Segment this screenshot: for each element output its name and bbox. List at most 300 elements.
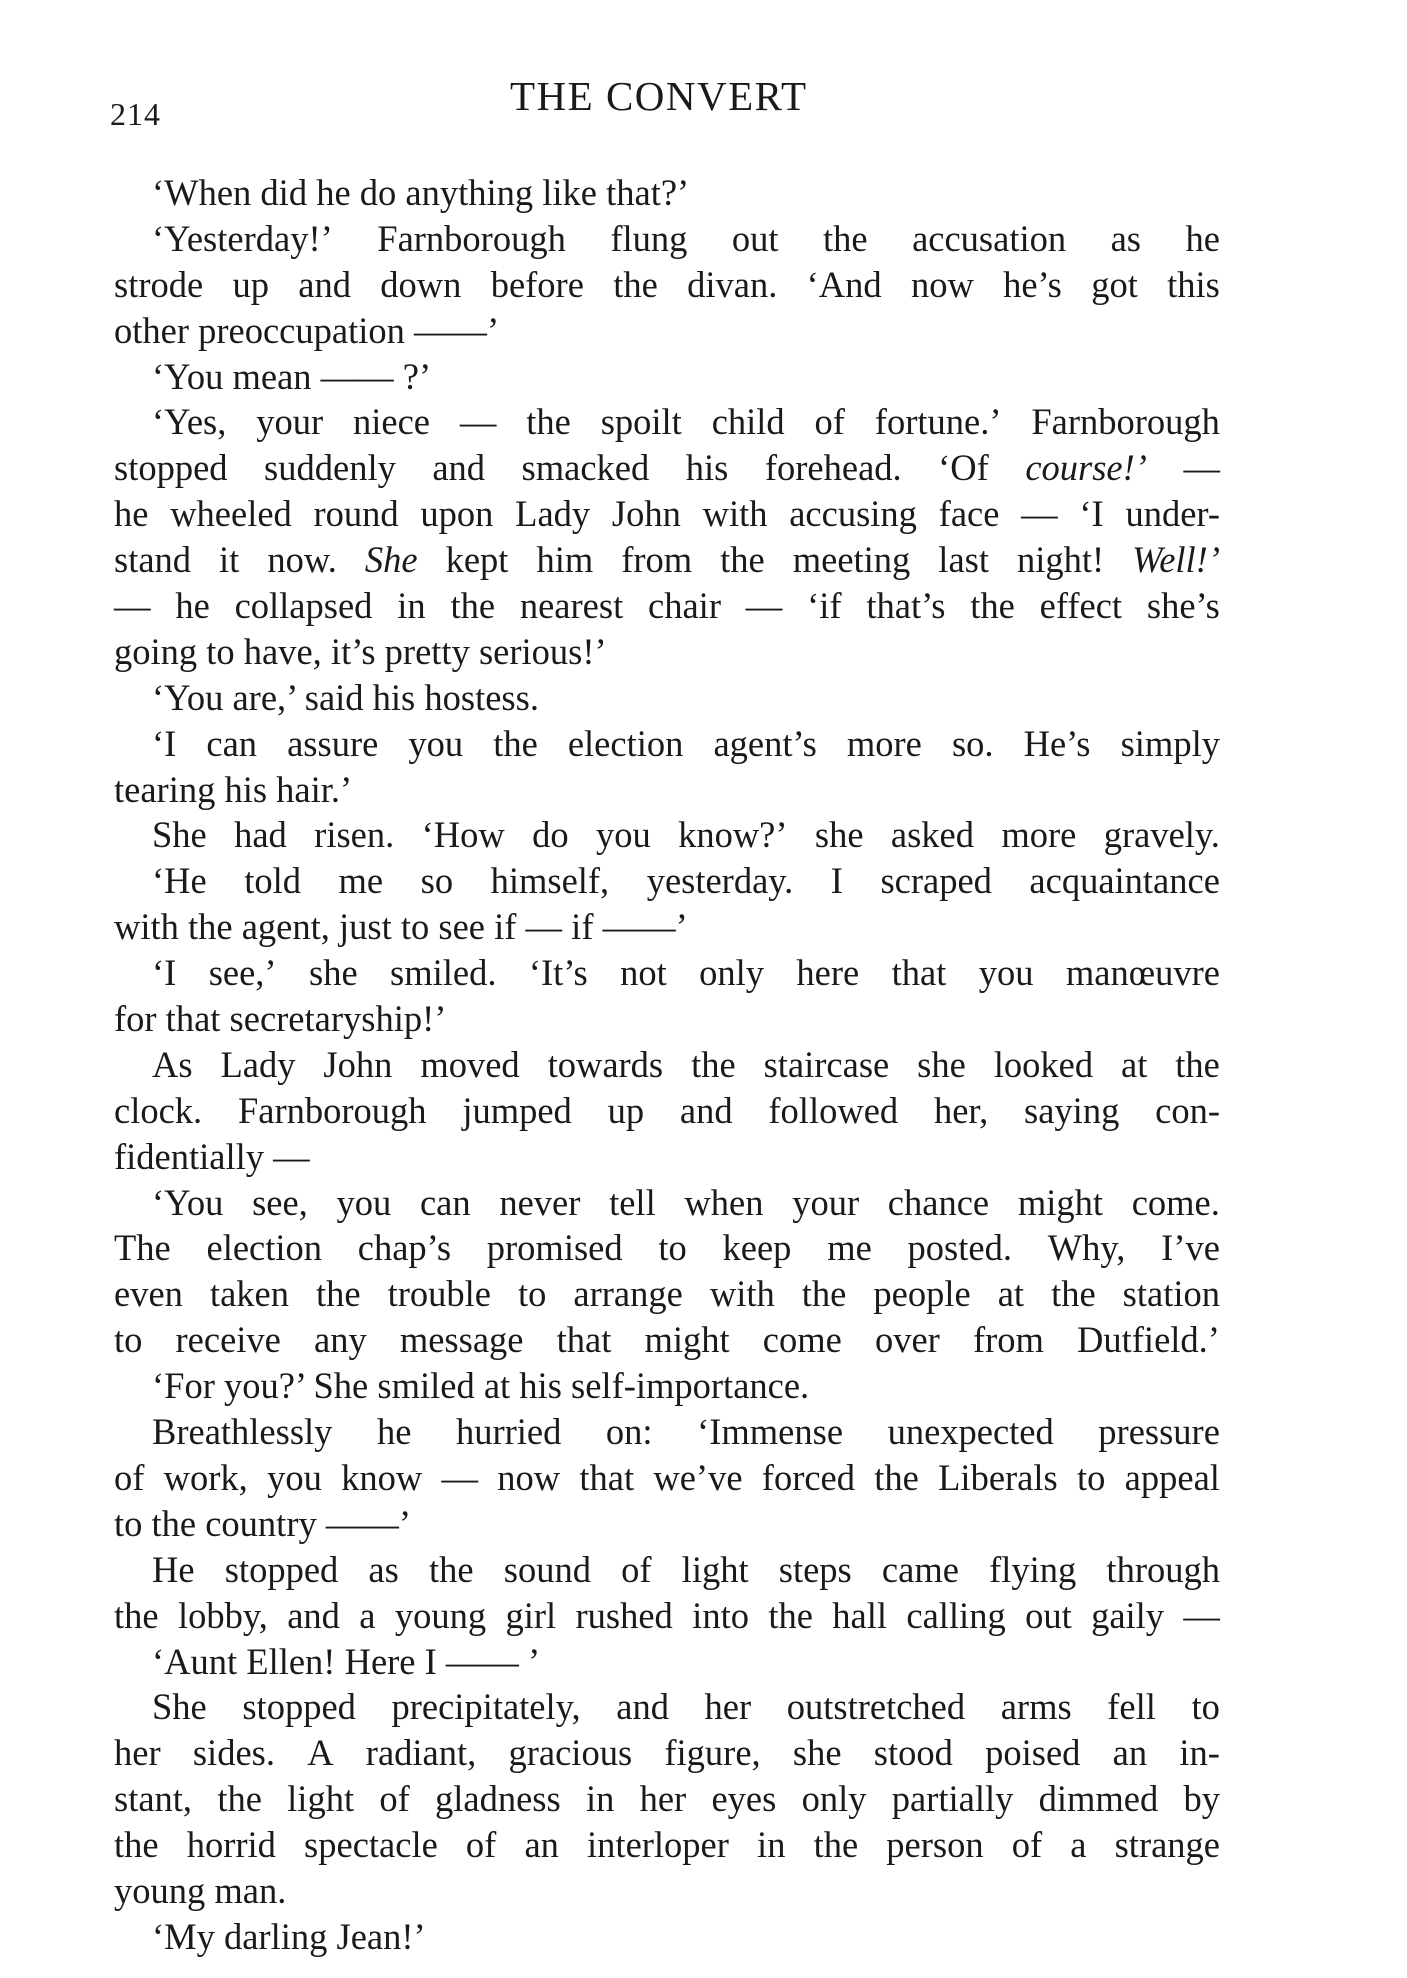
text-line <box>114 1547 1220 1593</box>
word: and <box>298 263 351 305</box>
word: Farnborough <box>237 1089 427 1131</box>
word: on: <box>605 1411 653 1453</box>
text-line <box>114 1822 1220 1868</box>
word: that <box>556 1319 612 1361</box>
word: in <box>757 1824 786 1866</box>
word: chair <box>648 585 721 627</box>
word: he <box>1185 217 1220 259</box>
word: from <box>972 1319 1044 1361</box>
word: smiled. <box>390 952 497 994</box>
word: know?’ <box>678 814 788 856</box>
word: the <box>526 401 571 443</box>
word: unexpected <box>887 1411 1054 1453</box>
word: to <box>114 1319 143 1361</box>
word: Dutfield.’ <box>1077 1319 1220 1361</box>
word: he <box>376 1411 412 1453</box>
word: smacked <box>521 447 650 489</box>
word: as <box>368 1548 399 1590</box>
word: jumped <box>462 1089 572 1131</box>
word: up <box>607 1089 645 1131</box>
word: over <box>874 1319 940 1361</box>
word: sound <box>503 1548 591 1590</box>
word: a <box>1070 1824 1087 1866</box>
word: he <box>175 585 210 627</box>
word: in <box>397 585 426 627</box>
word: forehead. <box>764 447 902 489</box>
word: poised <box>985 1732 1081 1774</box>
text-line: fidentially — <box>114 1135 310 1177</box>
word: arms <box>1000 1686 1072 1728</box>
word: of <box>465 1824 497 1866</box>
text-line: to the country ——’ <box>114 1502 412 1544</box>
word: and <box>679 1089 733 1131</box>
word: in- <box>1179 1732 1220 1774</box>
word: the <box>114 1824 159 1866</box>
word: stant, <box>114 1778 193 1820</box>
word: ‘He <box>152 860 207 902</box>
word: you <box>595 814 651 856</box>
word: ‘You <box>152 1181 224 1223</box>
word: into <box>692 1594 749 1636</box>
word: pressure <box>1098 1411 1220 1453</box>
word: niece <box>353 401 431 443</box>
word: She <box>152 814 207 856</box>
word: radiant, <box>365 1732 477 1774</box>
word: round <box>313 493 399 535</box>
word: message <box>399 1319 524 1361</box>
word: stand <box>114 539 192 581</box>
word: she’s <box>1146 585 1220 627</box>
word: gracious <box>508 1732 633 1774</box>
word: child <box>711 401 785 443</box>
word: agent’s <box>713 722 817 764</box>
word: the <box>1175 1043 1220 1085</box>
text-line <box>114 262 1220 308</box>
word: can <box>206 722 258 764</box>
word: and <box>287 1594 340 1636</box>
word: any <box>314 1319 367 1361</box>
word: A <box>307 1732 334 1774</box>
word: before <box>490 263 584 305</box>
word: girl <box>505 1594 557 1636</box>
word: course!’ <box>1025 447 1147 489</box>
word: in <box>585 1778 615 1820</box>
word: chance <box>887 1181 990 1223</box>
word: Breathlessly <box>152 1411 333 1453</box>
text-line: ‘My darling Jean!’ <box>152 1915 426 1957</box>
word: told <box>244 860 302 902</box>
word: election <box>567 722 684 764</box>
word: meeting <box>792 539 911 581</box>
text-line <box>114 216 1220 262</box>
text-line: ‘When did he do anything like that?’ <box>152 172 690 213</box>
word: not <box>620 952 667 994</box>
word: yesterday. <box>646 860 794 902</box>
word: to <box>1191 1686 1220 1728</box>
word: ‘I <box>1079 493 1104 535</box>
word: appeal <box>1124 1456 1220 1498</box>
word: assure <box>287 722 379 764</box>
word: towards <box>547 1043 664 1085</box>
word: with <box>709 1273 775 1315</box>
word: an <box>1112 1732 1148 1774</box>
text-line: ‘You mean —— ?’ <box>152 355 432 397</box>
text-line: other preoccupation ——’ <box>114 309 500 351</box>
word: even <box>114 1273 183 1315</box>
word: the <box>822 217 868 259</box>
word: see, <box>252 1181 308 1223</box>
word: fell <box>1107 1686 1156 1728</box>
word: from <box>621 539 693 581</box>
word: strange <box>1114 1824 1220 1866</box>
word: tell <box>609 1181 656 1223</box>
word: lobby, <box>177 1594 268 1636</box>
text-line <box>114 1180 1220 1226</box>
word: that’s <box>866 585 946 627</box>
word: under- <box>1125 493 1220 535</box>
word: out <box>731 217 779 259</box>
word: chap’s <box>357 1227 452 1269</box>
word: clock. <box>114 1089 203 1131</box>
word: himself, <box>490 860 610 902</box>
word: stopped <box>224 1548 339 1590</box>
word: She <box>152 1686 207 1728</box>
word: He <box>152 1548 195 1590</box>
word: partially <box>891 1778 1014 1820</box>
text-line <box>114 445 1220 491</box>
word: calling <box>906 1594 1006 1636</box>
word: so. <box>951 722 994 764</box>
word: out <box>1025 1594 1072 1636</box>
word: divan. <box>687 263 778 305</box>
word: promised <box>486 1227 623 1269</box>
word: the <box>450 585 496 627</box>
word: accusing <box>789 493 917 535</box>
word: that <box>579 1456 635 1498</box>
word: that <box>891 952 947 994</box>
word: asked <box>890 814 975 856</box>
word: never <box>499 1181 581 1223</box>
text-line <box>114 721 1220 767</box>
word: an <box>524 1824 559 1866</box>
word: to <box>1077 1456 1106 1498</box>
word: Farnborough <box>377 217 566 259</box>
word: effect <box>1039 585 1123 627</box>
word: sides. <box>192 1732 275 1774</box>
word: light <box>287 1778 355 1820</box>
word: ‘Yes, <box>152 401 227 443</box>
text-line <box>114 583 1220 629</box>
text-line: ‘You are,’ said his hostess. <box>152 676 539 718</box>
word: — <box>1183 447 1220 489</box>
word: so <box>420 860 454 902</box>
word: the <box>691 1043 736 1085</box>
word: — <box>441 1456 478 1498</box>
word: you <box>978 952 1034 994</box>
word: the <box>217 1778 262 1820</box>
text-line <box>114 1455 1220 1501</box>
word: posted. <box>907 1227 1012 1269</box>
word: by <box>1183 1778 1220 1820</box>
page-header <box>110 72 1230 132</box>
word: eyes <box>711 1778 777 1820</box>
word: Well!’ <box>1132 539 1220 581</box>
word: strode <box>114 263 204 305</box>
word: the <box>720 539 765 581</box>
word: He’s <box>1023 722 1091 764</box>
word: gaily <box>1091 1594 1165 1636</box>
word: dimmed <box>1038 1778 1159 1820</box>
word: come <box>762 1319 842 1361</box>
word: of <box>114 1456 145 1498</box>
word: Why, <box>1047 1227 1126 1269</box>
word: Lady <box>515 493 591 535</box>
word: — <box>114 585 151 627</box>
word: ‘And <box>806 263 882 305</box>
word: the <box>768 1594 813 1636</box>
word: of <box>814 401 845 443</box>
word: ‘Yesterday!’ <box>152 217 333 259</box>
word: got <box>1091 263 1138 305</box>
word: ‘How <box>421 814 505 856</box>
word: we’ve <box>653 1456 743 1498</box>
text-line <box>114 858 1220 904</box>
word: might <box>1017 1181 1103 1223</box>
text-line <box>114 537 1220 583</box>
word: she <box>917 1043 966 1085</box>
word: stopped <box>242 1686 356 1728</box>
word: looked <box>993 1043 1094 1085</box>
word: suddenly <box>264 447 396 489</box>
word: stood <box>873 1732 953 1774</box>
word: John <box>611 493 681 535</box>
word: she <box>308 952 358 994</box>
word: scraped <box>880 860 992 902</box>
text-line <box>114 399 1220 445</box>
word: at <box>1121 1043 1148 1085</box>
word: person <box>886 1824 984 1866</box>
word: the <box>428 1548 474 1590</box>
word: rushed <box>575 1594 673 1636</box>
word: he’s <box>1003 263 1062 305</box>
word: the <box>315 1273 361 1315</box>
word: nearest <box>519 585 624 627</box>
word: your <box>792 1181 860 1223</box>
word: followed <box>768 1089 899 1131</box>
word: manœuvre <box>1065 952 1220 994</box>
word: spectacle <box>304 1824 438 1866</box>
word: ‘It’s <box>528 952 588 994</box>
word: the <box>874 1456 919 1498</box>
word: wheeled <box>170 493 292 535</box>
word: his <box>685 447 729 489</box>
body-text <box>114 170 1220 1960</box>
word: her <box>639 1778 687 1820</box>
word: forced <box>761 1456 856 1498</box>
word: staircase <box>763 1043 890 1085</box>
word: Lady <box>220 1043 296 1085</box>
word: fortune.’ <box>874 401 1002 443</box>
word: can <box>419 1181 471 1223</box>
word: precipitately, <box>391 1686 581 1728</box>
word: upon <box>420 493 494 535</box>
text-line: ‘For you?’ She smiled at his self-importance. <box>152 1365 810 1407</box>
word: gladness <box>435 1778 561 1820</box>
word: ‘I <box>152 722 177 764</box>
word: your <box>256 401 324 443</box>
word: flying <box>989 1548 1077 1590</box>
word: spoilt <box>600 401 682 443</box>
word: and <box>432 447 486 489</box>
text-line: with the agent, just to see if — if ——’ <box>114 906 688 948</box>
word: I’ve <box>1161 1227 1220 1269</box>
word: might <box>644 1319 730 1361</box>
text-line: going to have, it’s pretty serious!’ <box>114 630 607 672</box>
word: — <box>1183 1594 1220 1636</box>
word: interloper <box>587 1824 729 1866</box>
word: her <box>704 1686 752 1728</box>
word: She <box>364 539 418 581</box>
word: con- <box>1155 1089 1220 1131</box>
word: simply <box>1120 722 1220 764</box>
word: see,’ <box>208 952 277 994</box>
word: station <box>1122 1273 1220 1315</box>
word: the <box>114 1594 159 1636</box>
word: I <box>830 860 843 902</box>
text-line: ‘Aunt Ellen! Here I —— ’ <box>152 1640 541 1682</box>
word: her <box>114 1732 161 1774</box>
text-line <box>114 1684 1220 1730</box>
word: this <box>1167 263 1220 305</box>
text-line <box>114 812 1220 858</box>
word: flung <box>610 217 688 259</box>
word: know <box>341 1456 423 1498</box>
text-line <box>114 1730 1220 1776</box>
word: you <box>408 722 464 764</box>
word: of <box>621 1548 652 1590</box>
word: came <box>881 1548 959 1590</box>
word: night! <box>1016 539 1105 581</box>
word: last <box>938 539 989 581</box>
word: he <box>114 493 149 535</box>
word: outstretched <box>786 1686 966 1728</box>
word: ‘I <box>152 952 177 994</box>
word: more <box>846 722 922 764</box>
word: do <box>532 814 569 856</box>
text-line <box>114 1776 1220 1822</box>
word: accusation <box>912 217 1067 259</box>
word: keep <box>722 1227 792 1269</box>
text-line <box>114 1271 1220 1317</box>
word: of <box>1011 1824 1043 1866</box>
word: receive <box>175 1319 281 1361</box>
text-line <box>114 1225 1220 1271</box>
word: ‘Immense <box>697 1411 844 1453</box>
word: arrange <box>573 1273 683 1315</box>
word: you <box>267 1456 322 1498</box>
word: had <box>234 814 287 856</box>
word: people <box>873 1273 971 1315</box>
word: figure, <box>664 1732 761 1774</box>
word: now <box>497 1456 561 1498</box>
word: gravely. <box>1103 814 1220 856</box>
word: young <box>394 1594 487 1636</box>
word: — <box>459 401 497 443</box>
word: you <box>336 1181 392 1223</box>
text-line <box>114 491 1220 537</box>
word: light <box>681 1548 749 1590</box>
word: face <box>938 493 1000 535</box>
word: here <box>796 952 860 994</box>
word: and <box>616 1686 669 1728</box>
word: risen. <box>314 814 395 856</box>
word: stopped <box>114 447 228 489</box>
word: the <box>970 585 1015 627</box>
word: the <box>1051 1273 1096 1315</box>
word: the <box>813 1824 859 1866</box>
text-line: for that secretaryship!’ <box>114 998 447 1040</box>
word: ‘if <box>807 585 842 627</box>
word: a <box>359 1594 376 1636</box>
word: her, <box>933 1089 989 1131</box>
word: As <box>152 1043 193 1085</box>
word: of <box>379 1778 410 1820</box>
word: hurried <box>455 1411 562 1453</box>
word: hall <box>832 1594 888 1636</box>
word: election <box>206 1227 323 1269</box>
text-line <box>114 1593 1220 1639</box>
word: to <box>518 1273 547 1315</box>
word: with <box>702 493 768 535</box>
word: the <box>613 263 658 305</box>
page-number: 214 <box>110 96 161 132</box>
text-line <box>114 1042 1220 1088</box>
word: she <box>814 814 864 856</box>
word: as <box>1110 217 1141 259</box>
word: to <box>658 1227 687 1269</box>
running-title: THE CONVERT <box>510 73 808 119</box>
word: — <box>1021 493 1058 535</box>
word: it <box>219 539 240 581</box>
word: taken <box>209 1273 289 1315</box>
text-line <box>114 950 1220 996</box>
word: down <box>380 263 462 305</box>
word: more <box>1001 814 1077 856</box>
word: work, <box>163 1456 248 1498</box>
word: me <box>827 1227 872 1269</box>
word: saying <box>1024 1089 1120 1131</box>
word: me <box>338 860 384 902</box>
word: through <box>1106 1548 1220 1590</box>
word: acquaintance <box>1029 860 1220 902</box>
word: horrid <box>186 1824 276 1866</box>
word: kept <box>445 539 509 581</box>
text-line: tearing his hair.’ <box>114 768 353 810</box>
word: John <box>323 1043 393 1085</box>
text-line <box>114 1088 1220 1134</box>
word: moved <box>420 1043 520 1085</box>
text-line <box>114 1409 1220 1455</box>
word: up <box>232 263 269 305</box>
word: come. <box>1131 1181 1220 1223</box>
word: only <box>801 1778 867 1820</box>
word: steps <box>778 1548 852 1590</box>
word: him <box>536 539 594 581</box>
word: — <box>745 585 783 627</box>
word: now <box>910 263 974 305</box>
text-line <box>114 1317 1220 1363</box>
word: the <box>801 1273 847 1315</box>
